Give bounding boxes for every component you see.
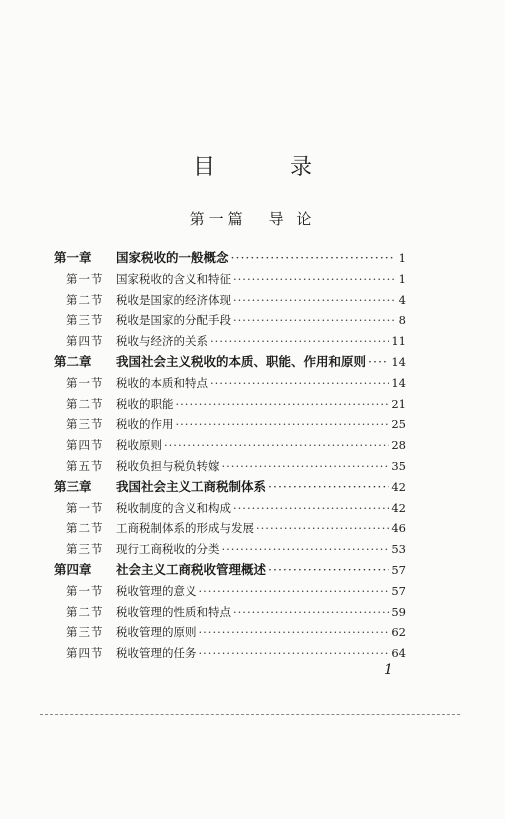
toc-section-entry [54,518,406,539]
toc-chapter-entry [54,477,406,498]
toc-leader-dots [222,539,390,560]
toc-entry-title: 税收原则 [116,438,162,453]
toc-entry-page: 1 [398,251,406,265]
toc-section-entry [54,643,406,664]
toc-section-entry [54,269,406,290]
toc-entry-title: 国家税收的含义和特征 [116,271,231,286]
toc-entry-title: 税收的本质和特点 [116,375,208,390]
page-number: 1 [384,662,393,678]
toc-entry-title: 税收是国家的分配手段 [116,313,231,328]
toc-entry-title: 税收与经济的关系 [116,334,208,349]
page-edge-line [40,714,460,715]
toc-entry-number: 第二节 [66,292,104,307]
toc-entry-number: 第四章 [54,561,92,577]
toc-entry-title: 税收管理的任务 [116,646,197,661]
toc-entry-page: 57 [391,583,406,598]
toc-entry-page: 57 [391,562,406,577]
toc-leader-dots [368,352,389,373]
toc-leader-dots [210,373,389,394]
toc-entry-number: 第四节 [66,646,104,661]
toc-entry-title: 我国社会主义工商税制体系 [116,478,267,494]
toc-chapter-entry [54,352,406,373]
toc-entry-title: 税收管理的意义 [116,583,197,598]
toc-leader-dots [222,456,390,477]
toc-leader-dots [268,560,389,581]
toc-entry-number: 第三章 [54,478,92,494]
toc-leader-dots [231,248,394,269]
toc-entry-number: 第三节 [66,417,104,432]
toc-section-entry [54,331,406,352]
part-label: 第一篇 [189,210,247,228]
toc-section-entry [54,622,406,643]
toc-entry-number: 第四节 [66,334,104,349]
toc-entry-number: 第一节 [66,583,104,598]
toc-entry-page: 59 [391,604,406,619]
part-name: 导 论 [268,210,316,228]
toc-entry-title: 税收负担与税负转嫁 [116,458,220,473]
toc-entry-title: 国家税收的一般概念 [116,250,229,265]
toc-chapter-entry [54,560,406,581]
toc-entry-number: 第一节 [66,271,104,286]
toc-section-entry [54,435,406,456]
toc-section-entry [54,498,406,519]
part-heading [0,208,505,229]
toc-section-entry [54,394,406,415]
page-title: 目 录 [193,155,346,180]
toc-entry-page: 28 [391,438,406,453]
toc-entry-title: 社会主义工商税收管理概述 [116,561,267,577]
toc-entry-title: 现行工商税收的分类 [116,542,220,557]
toc-entry-page: 35 [391,458,406,473]
toc-leader-dots [199,643,390,664]
toc-entry-page: 1 [398,271,406,286]
table-of-contents [54,248,406,664]
toc-entry-title: 工商税制体系的形成与发展 [116,521,254,536]
toc-leader-dots [210,331,389,352]
toc-leader-dots [233,290,394,311]
toc-entry-title: 税收的职能 [116,396,174,411]
toc-entry-page: 14 [391,354,406,369]
toc-section-entry [54,310,406,331]
toc-entry-page: 42 [391,479,406,494]
toc-entry-number: 第三节 [66,313,104,328]
toc-leader-dots [199,581,390,602]
toc-entry-title: 税收是国家的经济体现 [116,292,231,307]
toc-leader-dots [199,622,390,643]
toc-leader-dots [233,269,394,290]
toc-leader-dots [233,498,389,519]
toc-entry-title: 税收的作用 [116,417,174,432]
toc-section-entry [54,456,406,477]
toc-entry-page: 62 [391,625,406,640]
toc-section-entry [54,414,406,435]
toc-entry-number: 第五节 [66,458,104,473]
toc-entry-page: 14 [391,375,406,390]
toc-entry-number: 第一章 [54,250,92,265]
toc-chapter-entry [54,248,406,269]
toc-entry-number: 第四节 [66,438,104,453]
toc-entry-title: 税收制度的含义和构成 [116,500,231,515]
toc-entry-title: 税收管理的性质和特点 [116,604,231,619]
toc-entry-number: 第一节 [66,375,104,390]
toc-leader-dots [164,435,389,456]
toc-entry-page: 4 [398,292,406,307]
toc-section-entry [54,581,406,602]
toc-entry-number: 第二章 [54,353,92,369]
toc-entry-number: 第二节 [66,396,104,411]
toc-entry-title: 我国社会主义税收的本质、职能、作用和原则 [116,353,367,369]
toc-entry-number: 第二节 [66,604,104,619]
toc-entry-number: 第三节 [66,542,104,557]
toc-entry-number: 第一节 [66,500,104,515]
toc-entry-page: 25 [391,417,406,432]
toc-section-entry [54,539,406,560]
toc-entry-page: 42 [391,500,406,515]
toc-entry-page: 21 [391,396,406,411]
toc-leader-dots [268,477,389,498]
toc-leader-dots [256,518,389,539]
toc-entry-page: 53 [391,542,406,557]
toc-entry-number: 第三节 [66,625,104,640]
toc-entry-page: 8 [398,313,406,328]
toc-entry-title: 税收管理的原则 [116,625,197,640]
toc-entry-page: 11 [391,334,406,349]
toc-section-entry [54,602,406,623]
toc-leader-dots [176,414,390,435]
toc-entry-page: 46 [391,521,406,536]
toc-leader-dots [176,394,390,415]
toc-leader-dots [233,310,394,331]
toc-entry-number: 第二节 [66,521,104,536]
toc-leader-dots [233,602,389,623]
toc-section-entry [54,373,406,394]
toc-entry-page: 64 [391,646,406,661]
toc-section-entry [54,290,406,311]
